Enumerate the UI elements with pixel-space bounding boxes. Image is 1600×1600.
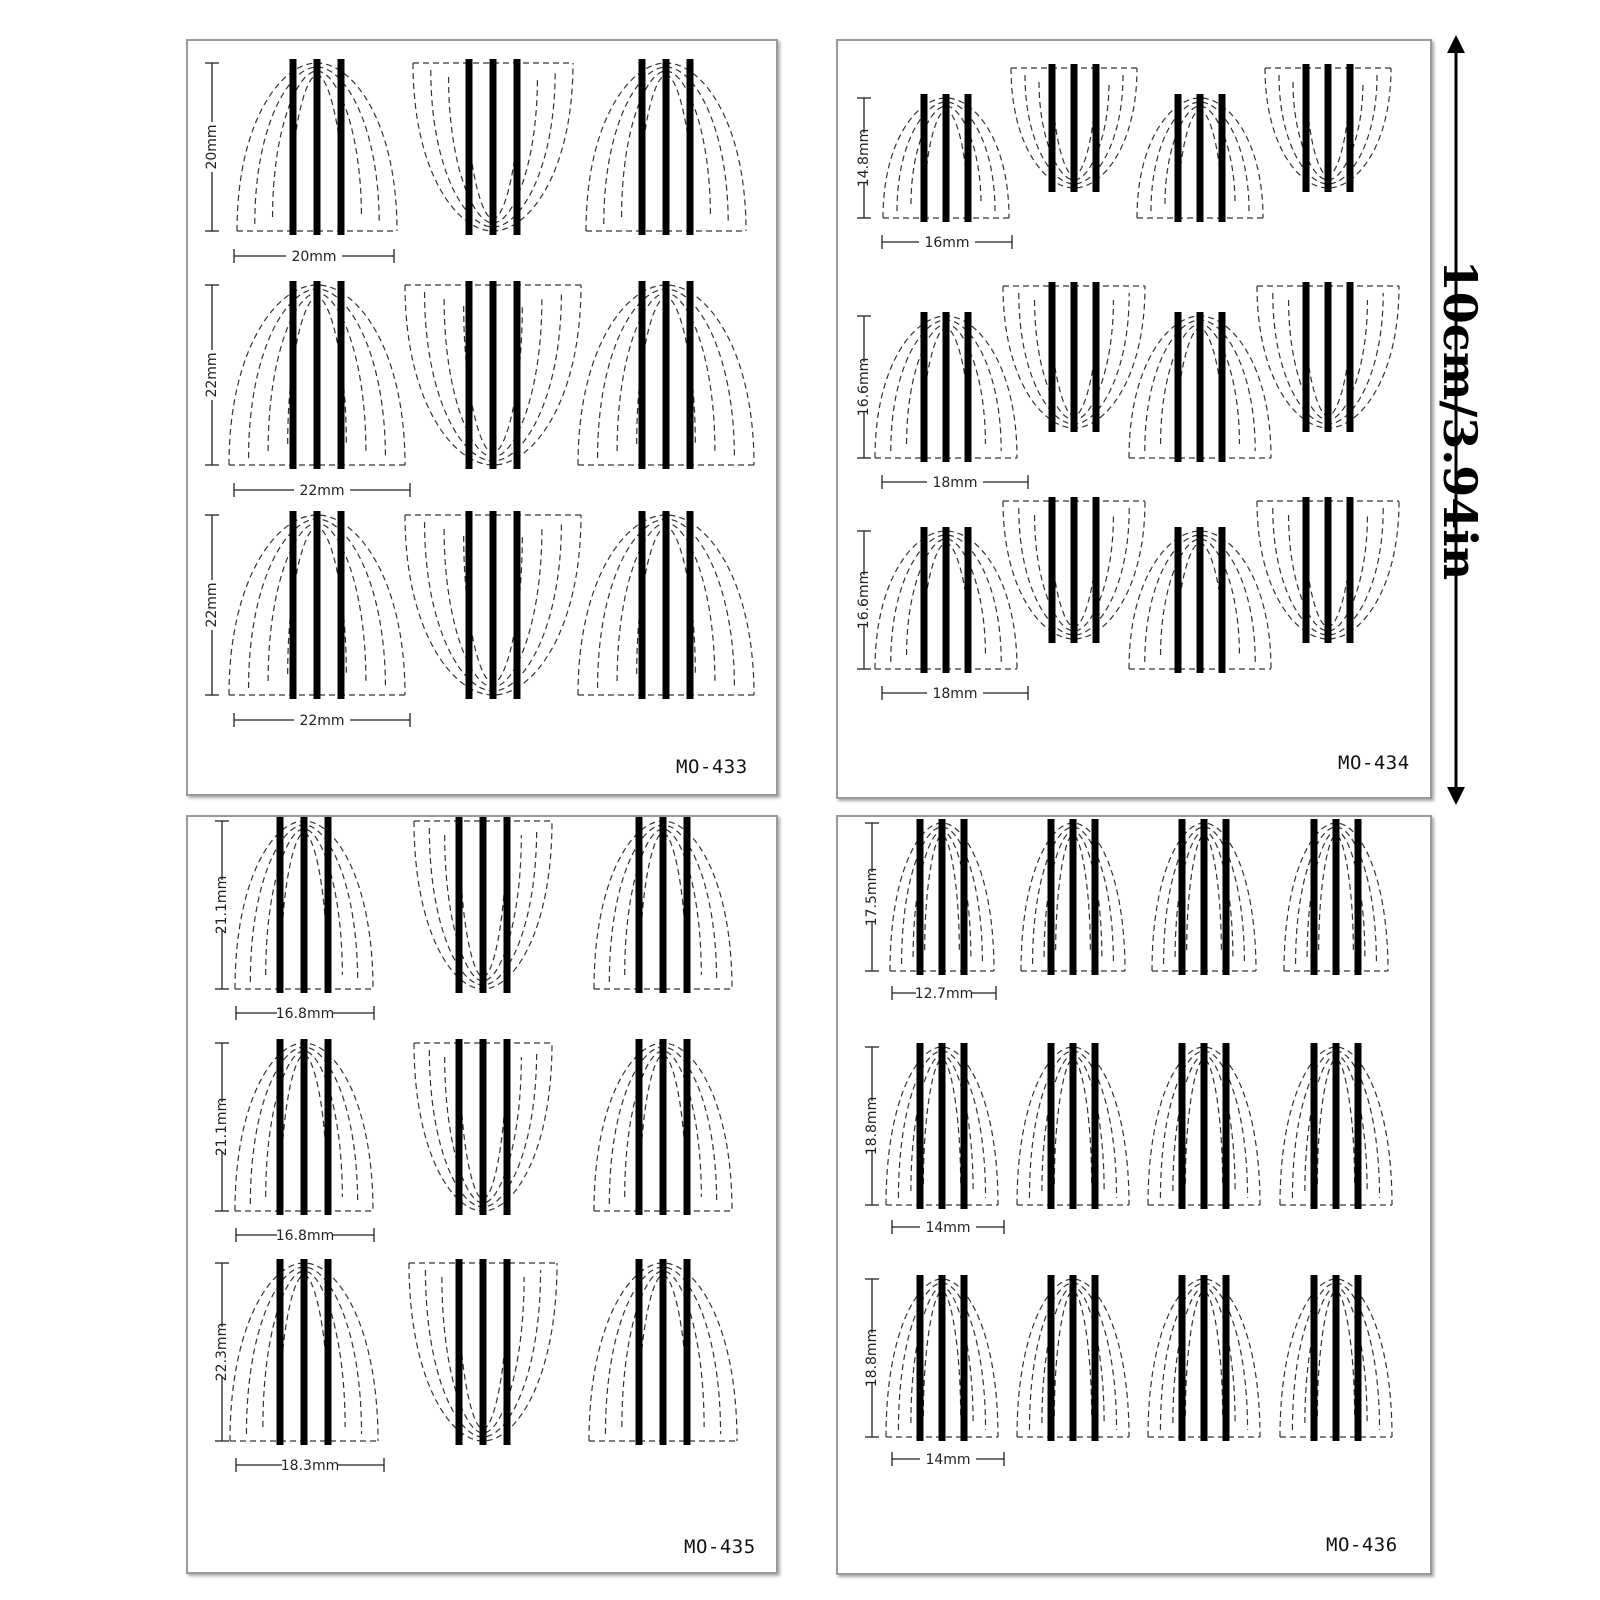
sheet-mo-433 [186,39,778,796]
black-stripe [314,511,321,699]
black-stripe [1175,94,1182,222]
black-stripe [1049,64,1056,192]
nail-tip [890,819,994,975]
black-stripe [684,817,691,993]
black-stripe [1347,64,1354,192]
black-stripe [1325,282,1332,432]
black-stripe [314,281,321,469]
nail-tip [875,527,1017,673]
black-stripe [290,511,297,699]
height-label: 18.8mm [864,1328,880,1388]
black-stripe [490,511,497,699]
nail-tip [586,59,746,235]
black-stripe [965,94,972,222]
black-stripe [1325,497,1332,643]
nail-tip-inverted [1265,64,1391,192]
black-stripe [1070,1043,1077,1209]
black-stripe [466,59,473,235]
black-stripe [660,1039,667,1215]
black-stripe [480,1259,487,1445]
width-label: 16mm [924,235,970,251]
black-stripe [943,312,950,462]
nail-tip [1280,1275,1392,1441]
width-label: 20mm [291,249,337,265]
black-stripe [1197,94,1204,222]
black-stripe [917,1275,924,1441]
black-stripe [1347,497,1354,643]
height-label: 21.1mm [214,1097,230,1157]
black-stripe [1179,1275,1186,1441]
nail-tip [589,1259,737,1445]
black-stripe [1219,312,1226,462]
sheet-code: MO-436 [1326,1534,1398,1556]
black-stripe [1049,282,1056,432]
sheet-graphics [838,41,1430,797]
black-stripe [290,281,297,469]
black-stripe [1071,282,1078,432]
black-stripe [1175,527,1182,673]
black-stripe [1048,819,1055,975]
nail-tip [230,1259,378,1445]
height-label: 16.6mm [856,570,872,630]
black-stripe [1355,819,1362,975]
black-stripe [639,59,646,235]
nail-tip-inverted [413,59,573,235]
nail-tip-inverted [405,511,581,699]
black-stripe [636,1039,643,1215]
black-stripe [1092,819,1099,975]
black-stripe [1071,497,1078,643]
width-label: 16.8mm [275,1228,335,1244]
width-label: 18.3mm [280,1458,340,1474]
black-stripe [1219,527,1226,673]
nail-tip-inverted [1011,64,1137,192]
black-stripe [338,59,345,235]
black-stripe [325,817,332,993]
black-stripe [1070,1275,1077,1441]
nail-tip [1017,1043,1129,1209]
width-label: 14mm [925,1452,971,1468]
height-label: 22.3mm [214,1322,230,1382]
nail-tip-inverted [1003,282,1145,432]
nail-tip-inverted [414,817,552,993]
nail-tip [1284,819,1388,975]
nail-tip [594,817,732,993]
nail-tip [1021,819,1125,975]
black-stripe [1223,819,1230,975]
sheet-code: MO-434 [1338,752,1410,774]
black-stripe [684,1259,691,1445]
black-stripe [1197,312,1204,462]
black-stripe [1175,312,1182,462]
sheet-graphics [188,41,776,794]
black-stripe [1179,1043,1186,1209]
nail-tip-inverted [1257,282,1399,432]
black-stripe [456,817,463,993]
black-stripe [504,1259,511,1445]
nail-tip [578,281,754,469]
black-stripe [314,59,321,235]
black-stripe [301,1259,308,1445]
nail-tip-inverted [414,1039,552,1215]
black-stripe [687,59,694,235]
black-stripe [921,312,928,462]
black-stripe [338,511,345,699]
nail-tip-inverted [1003,497,1145,643]
sheet-code: MO-433 [676,756,748,778]
black-stripe [1092,1275,1099,1441]
black-stripe [456,1259,463,1445]
black-stripe [1201,1275,1208,1441]
black-stripe [325,1259,332,1445]
nail-tip-inverted [405,281,581,469]
black-stripe [917,819,924,975]
black-stripe [1311,1043,1318,1209]
black-stripe [1311,819,1318,975]
black-stripe [456,1039,463,1215]
black-stripe [939,819,946,975]
nail-tip [578,511,754,699]
black-stripe [1355,1043,1362,1209]
black-stripe [1092,1043,1099,1209]
black-stripe [325,1039,332,1215]
black-stripe [639,511,646,699]
sheet-mo-434 [836,39,1432,799]
sheet-graphics [838,817,1430,1573]
width-label: 22mm [299,713,345,729]
height-label: 22mm [204,352,220,398]
black-stripe [514,511,521,699]
nail-tip [229,511,405,699]
black-stripe [1179,819,1186,975]
nail-tip-inverted [409,1259,557,1445]
black-stripe [1325,64,1332,192]
black-stripe [490,281,497,469]
black-stripe [1048,1275,1055,1441]
size-label-text: 10cm/3.94in [1433,259,1487,581]
nail-tip [237,59,397,235]
width-label: 18mm [932,686,978,702]
black-stripe [961,1043,968,1209]
nail-tip [1137,94,1263,222]
black-stripe [504,1039,511,1215]
black-stripe [480,817,487,993]
width-label: 12.7mm [914,986,974,1002]
black-stripe [684,1039,691,1215]
nail-tip [1148,1043,1260,1209]
black-stripe [921,527,928,673]
width-label: 18mm [932,475,978,491]
height-label: 20mm [204,124,220,170]
nail-tip [1129,527,1271,673]
height-label: 18.8mm [864,1096,880,1156]
nail-tip [594,1039,732,1215]
black-stripe [301,817,308,993]
nail-tip [886,1043,998,1209]
nail-tip [1152,819,1256,975]
black-stripe [1223,1043,1230,1209]
black-stripe [639,281,646,469]
black-stripe [1223,1275,1230,1441]
black-stripe [687,281,694,469]
nail-tip [875,312,1017,462]
black-stripe [660,1259,667,1445]
black-stripe [636,817,643,993]
black-stripe [277,1039,284,1215]
black-stripe [921,94,928,222]
black-stripe [290,59,297,235]
height-label: 14.8mm [856,128,872,188]
size-label [1425,255,1495,585]
black-stripe [1355,1275,1362,1441]
black-stripe [1333,1275,1340,1441]
black-stripe [1219,94,1226,222]
width-label: 14mm [925,1220,971,1236]
black-stripe [1197,527,1204,673]
black-stripe [1333,819,1340,975]
black-stripe [301,1039,308,1215]
black-stripe [277,817,284,993]
nail-tip [229,281,405,469]
black-stripe [466,511,473,699]
black-stripe [466,281,473,469]
black-stripe [943,94,950,222]
black-stripe [660,817,667,993]
sheet-mo-435 [186,815,778,1574]
black-stripe [1093,497,1100,643]
nail-tip [883,94,1009,222]
black-stripe [961,819,968,975]
sheet-mo-436 [836,815,1432,1575]
width-label: 22mm [299,483,345,499]
black-stripe [514,281,521,469]
black-stripe [1071,64,1078,192]
black-stripe [1201,1043,1208,1209]
black-stripe [1049,497,1056,643]
height-label: 17.5mm [864,867,880,927]
black-stripe [504,817,511,993]
black-stripe [917,1043,924,1209]
black-stripe [1093,64,1100,192]
nail-tip-inverted [1257,497,1399,643]
black-stripe [338,281,345,469]
black-stripe [1303,282,1310,432]
black-stripe [663,281,670,469]
black-stripe [663,59,670,235]
black-stripe [943,527,950,673]
black-stripe [939,1275,946,1441]
black-stripe [1093,282,1100,432]
nail-tip [235,1039,373,1215]
height-label: 22mm [204,582,220,628]
black-stripe [663,511,670,699]
black-stripe [277,1259,284,1445]
nail-tip [1017,1275,1129,1441]
black-stripe [480,1039,487,1215]
height-label: 21.1mm [214,875,230,935]
nail-tip [1280,1043,1392,1209]
black-stripe [939,1043,946,1209]
nail-tip [235,817,373,993]
black-stripe [514,59,521,235]
black-stripe [1347,282,1354,432]
black-stripe [687,511,694,699]
black-stripe [1333,1043,1340,1209]
black-stripe [1303,64,1310,192]
width-label: 16.8mm [275,1006,335,1022]
sheet-code: MO-435 [684,1536,756,1558]
black-stripe [1303,497,1310,643]
nail-tip [1148,1275,1260,1441]
black-stripe [1311,1275,1318,1441]
nail-tip [886,1275,998,1441]
black-stripe [961,1275,968,1441]
height-label: 16.6mm [856,357,872,417]
black-stripe [636,1259,643,1445]
black-stripe [965,527,972,673]
black-stripe [965,312,972,462]
black-stripe [490,59,497,235]
sheet-graphics [188,817,776,1572]
nail-tip [1129,312,1271,462]
black-stripe [1070,819,1077,975]
black-stripe [1201,819,1208,975]
black-stripe [1048,1043,1055,1209]
